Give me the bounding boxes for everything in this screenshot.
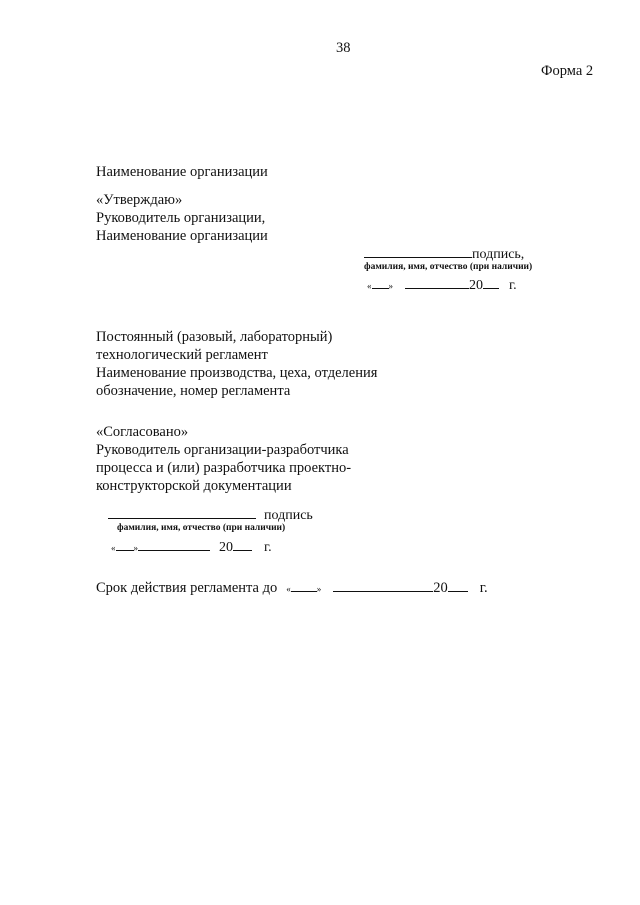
approve-year-suffix: г. <box>509 278 517 293</box>
regulation-type: Постоянный (разовый, лабораторный) <box>96 329 333 345</box>
approve-org-line: Наименование организации <box>96 228 268 244</box>
approve-signature-row <box>364 245 524 262</box>
agreed-head-line: Руководитель организации-разработчика <box>96 442 349 458</box>
agreed-docs-line: конструкторской документации <box>96 478 292 494</box>
agreed-signature-blank <box>108 506 256 519</box>
agreed-quote: «Согласовано» <box>96 424 189 440</box>
agreed-month-blank <box>138 538 210 551</box>
agreed-signature-word: подпись <box>264 508 313 523</box>
agreed-signature-row <box>108 506 313 523</box>
approve-day-blank <box>372 276 389 289</box>
regulation-kind: технологический регламент <box>96 347 268 363</box>
validity-label: Срок действия регламента до <box>96 580 278 596</box>
org-name-top: Наименование организации <box>96 164 268 180</box>
agreed-process-line: процесса и (или) разработчика проектно- <box>96 460 352 476</box>
approve-month-blank <box>405 276 469 289</box>
validity-close-quote: » <box>316 584 322 594</box>
approve-year-blank <box>483 276 499 289</box>
agreed-date-open-quote: « <box>111 543 116 553</box>
approve-date-row <box>367 276 517 293</box>
approve-fio-caption: фамилия, имя, отчество (при наличии) <box>364 262 533 272</box>
agreed-fio-caption: фамилия, имя, отчество (при наличии) <box>117 523 286 533</box>
approve-date-open-quote: « <box>367 281 372 291</box>
approve-date-close-quote: » <box>388 281 393 291</box>
validity-day-blank <box>291 579 317 592</box>
validity-year-suffix: г. <box>479 580 488 596</box>
regulation-production: Наименование производства, цеха, отделения <box>96 365 378 381</box>
page-number: 38 <box>336 40 351 56</box>
agreed-year-suffix: г. <box>264 540 272 555</box>
agreed-date-close-quote: » <box>133 543 138 553</box>
approve-signature-word: подпись, <box>472 247 525 262</box>
agreed-year-prefix: 20 <box>219 540 233 555</box>
form-label: Форма 2 <box>541 63 594 79</box>
agreed-date-row <box>111 538 272 555</box>
approve-head-line: Руководитель организации, <box>96 210 266 226</box>
validity-year-blank <box>448 579 468 592</box>
approve-signature-blank <box>364 245 472 258</box>
validity-month-blank <box>333 579 433 592</box>
regulation-number: обозначение, номер регламента <box>96 383 291 399</box>
approve-year-prefix: 20 <box>469 278 483 293</box>
agreed-year-blank <box>233 538 252 551</box>
validity-year-prefix: 20 <box>433 580 448 596</box>
validity-row <box>96 579 488 596</box>
approve-quote: «Утверждаю» <box>96 192 183 208</box>
agreed-day-blank <box>116 538 134 551</box>
validity-open-quote: « <box>286 584 291 594</box>
